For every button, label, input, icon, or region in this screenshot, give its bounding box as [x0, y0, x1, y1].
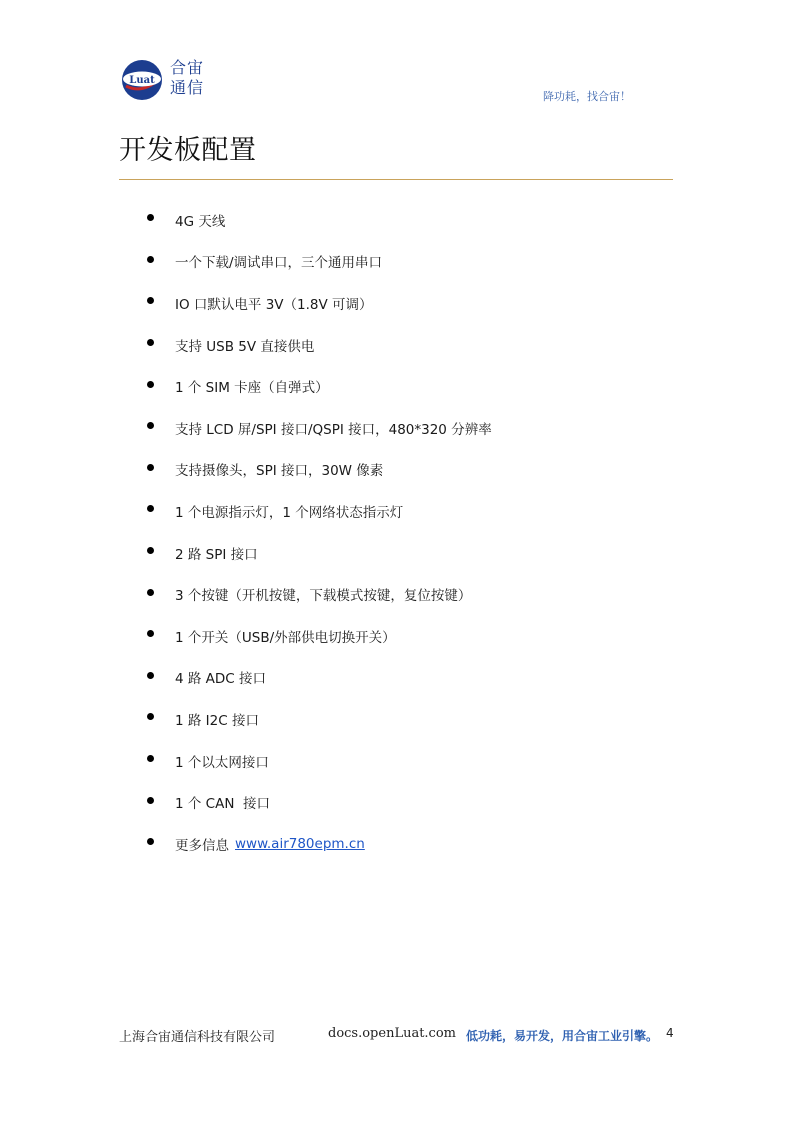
- feature-text: 1 个开关（USB/外部供电切换开关）: [175, 629, 396, 646]
- feature-text: 1 个以太网接口: [175, 754, 269, 771]
- list-item: [147, 199, 492, 241]
- list-item: [147, 698, 492, 740]
- feature-text: 1 个 SIM 卡座（自弹式）: [175, 380, 329, 397]
- bullet-icon: [147, 630, 154, 637]
- bullet-icon: [147, 672, 154, 679]
- logo-line-1: 合宙: [170, 58, 205, 77]
- list-item: [147, 740, 492, 782]
- luat-logo-icon: [120, 58, 164, 102]
- feature-text: 2 路 SPI 接口: [175, 546, 258, 563]
- bullet-icon: [147, 339, 154, 346]
- logo-badge-text: Luat: [129, 75, 155, 86]
- list-item: [147, 490, 492, 532]
- footer-site: docs.openLuat.com: [328, 1026, 456, 1041]
- list-item: [147, 449, 492, 491]
- bullet-icon: [147, 256, 154, 263]
- feature-text: IO 口默认电平 3V（1.8V 可调）: [175, 296, 373, 313]
- feature-text: 1 个电源指示灯，1 个网络状态指示灯: [175, 504, 404, 521]
- bullet-icon: [147, 838, 154, 845]
- website-link[interactable]: www.air780epm.cn: [235, 835, 365, 852]
- feature-list: [147, 199, 492, 865]
- logo-line-2: 通信: [170, 78, 205, 97]
- list-item: [147, 573, 492, 615]
- bullet-icon: [147, 505, 154, 512]
- bullet-icon: [147, 589, 154, 596]
- list-item: [147, 282, 492, 324]
- list-item: [147, 407, 492, 449]
- title-divider: [119, 179, 673, 180]
- footer-slogan: 低功耗，易开发，用合宙工业引擎。: [466, 1029, 659, 1043]
- page-number: 4: [666, 1026, 674, 1040]
- list-item: [147, 615, 492, 657]
- bullet-icon: [147, 547, 154, 554]
- feature-text: 支持摄像头，SPI 接口，30W 像素: [175, 463, 384, 480]
- feature-text: 3 个按键（开机按键，下载模式按键，复位按键）: [175, 588, 472, 605]
- feature-text: 一个下载/调试串口，三个通用串口: [175, 255, 383, 272]
- logo-text: [170, 58, 204, 98]
- bullet-icon: [147, 381, 154, 388]
- header-slogan: 降功耗，找合宙！: [543, 90, 631, 103]
- bullet-icon: [147, 797, 154, 804]
- list-item: [147, 365, 492, 407]
- bullet-icon: [147, 755, 154, 762]
- bullet-icon: [147, 297, 154, 304]
- bullet-icon: [147, 214, 154, 221]
- feature-text: 支持 USB 5V 直接供电: [175, 338, 315, 355]
- feature-text: 支持 LCD 屏/SPI 接口/QSPI 接口，480*320 分辨率: [175, 421, 492, 438]
- feature-text: 4G 天线: [175, 213, 226, 230]
- page-title: 开发板配置: [119, 135, 257, 166]
- bullet-icon: [147, 713, 154, 720]
- list-item: [147, 324, 492, 366]
- footer-company: 上海合宙通信科技有限公司: [119, 1030, 276, 1045]
- feature-text: 4 路 ADC 接口: [175, 671, 267, 688]
- more-info-label: 更多信息: [175, 837, 229, 854]
- list-item: [147, 532, 492, 574]
- bullet-icon: [147, 464, 154, 471]
- list-item-more-info: [147, 823, 492, 865]
- company-logo: [120, 56, 220, 102]
- list-item: [147, 241, 492, 283]
- feature-text: 1 路 I2C 接口: [175, 712, 259, 729]
- list-item: [147, 657, 492, 699]
- list-item: [147, 781, 492, 823]
- bullet-icon: [147, 422, 154, 429]
- feature-text: 1 个 CAN 接口: [175, 796, 271, 813]
